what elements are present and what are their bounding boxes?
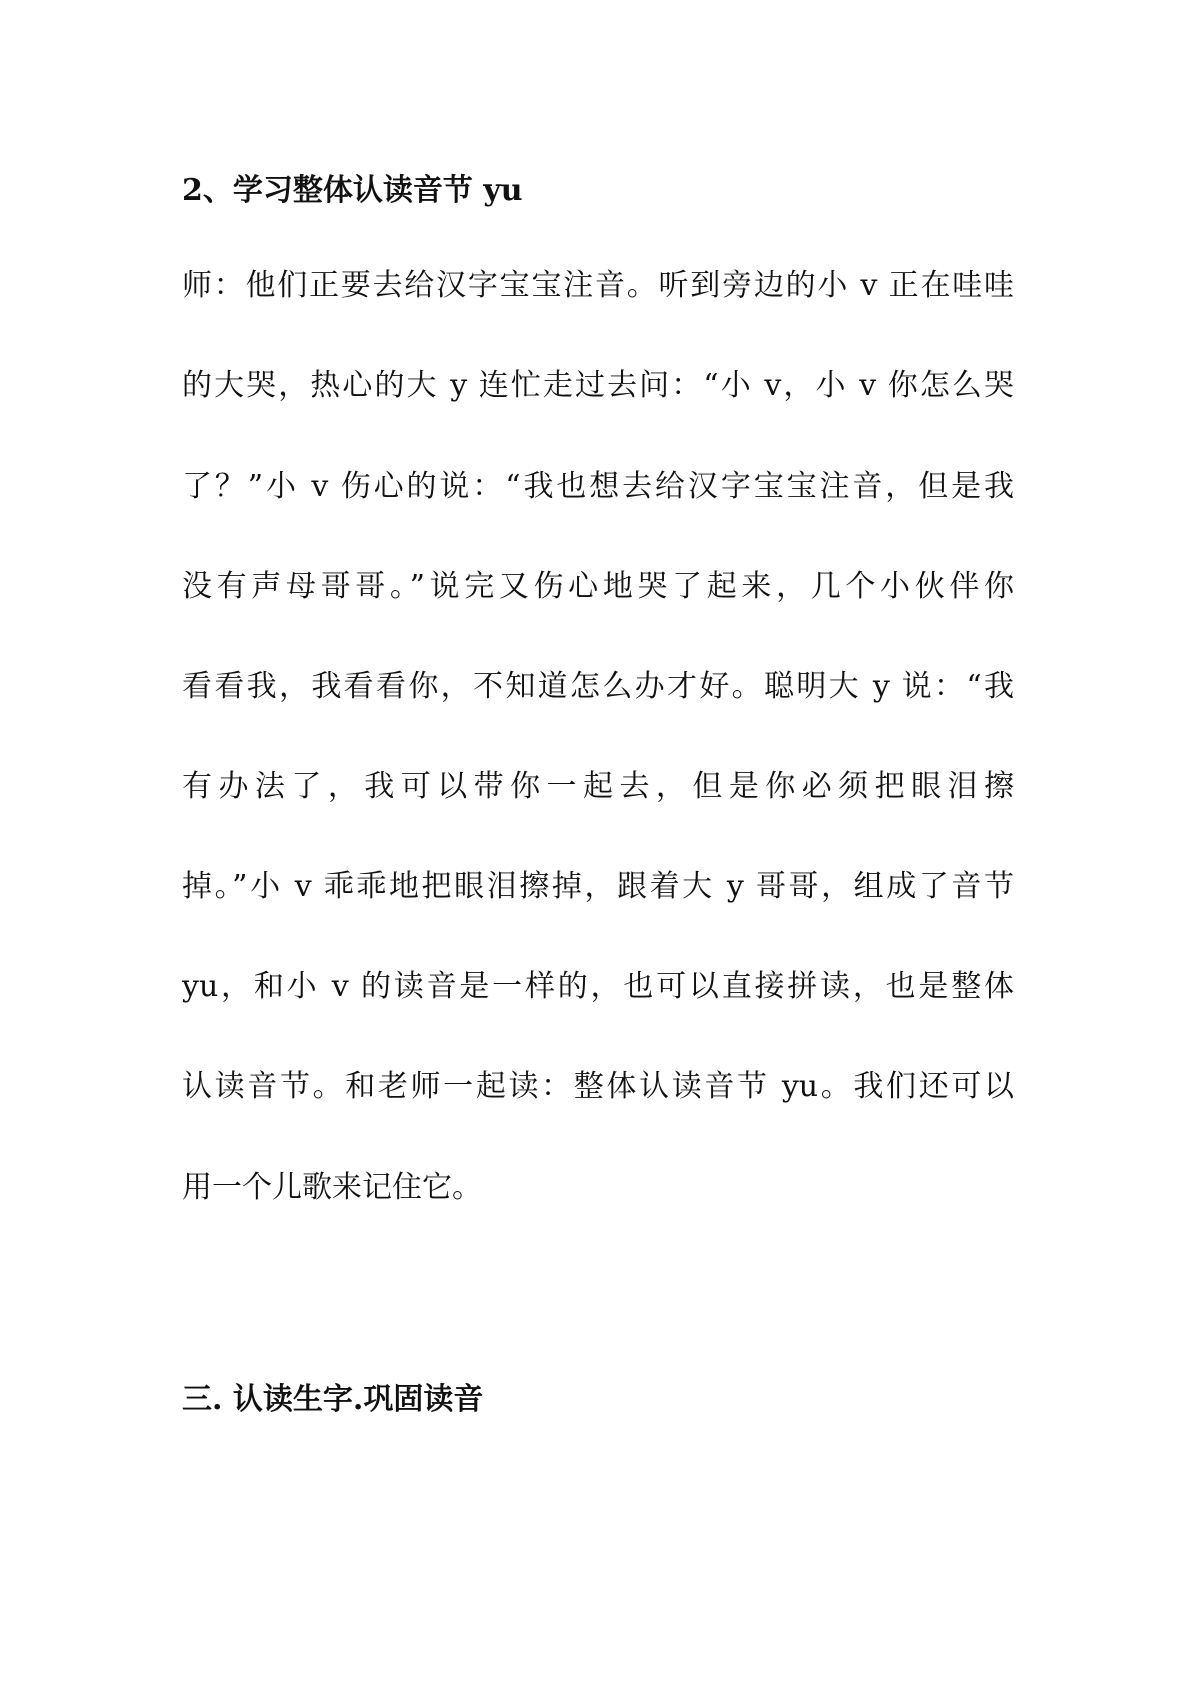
paragraph-line: 看看我，我看看你，不知道怎么办才好。聪明大 y 说：“我 bbox=[182, 669, 1014, 704]
paragraph-line: 没有声母哥哥。”说完又伤心地哭了起来，几个小伙伴你 bbox=[182, 569, 1014, 604]
paragraph-line: 掉。”小 v 乖乖地把眼泪擦掉，跟着大 y 哥哥，组成了音节 bbox=[182, 869, 1014, 904]
paragraph-line: 师：他们正要去给汉字宝宝注音。听到旁边的小 v 正在哇哇 bbox=[182, 268, 1014, 303]
paragraph-line: 的大哭，热心的大 y 连忙走过去问：“小 v，小 v 你怎么哭 bbox=[182, 368, 1014, 403]
paragraph-line: 有办法了，我可以带你一起去，但是你必须把眼泪擦 bbox=[182, 769, 1014, 804]
paragraph-line: 用一个儿歌来记住它。 bbox=[182, 1170, 482, 1205]
paragraph-line: 认读音节。和老师一起读：整体认读音节 yu。我们还可以 bbox=[182, 1069, 1014, 1104]
paragraph-line: 了？”小 v 伤心的说：“我也想去给汉字宝宝注音，但是我 bbox=[182, 469, 1014, 504]
section-title: 2、学习整体认读音节 yu bbox=[182, 173, 523, 208]
paragraph-line: yu，和小 v 的读音是一样的，也可以直接拼读，也是整体 bbox=[182, 969, 1014, 1004]
next-section-title: 三. 认读生字.巩固读音 bbox=[182, 1382, 484, 1417]
